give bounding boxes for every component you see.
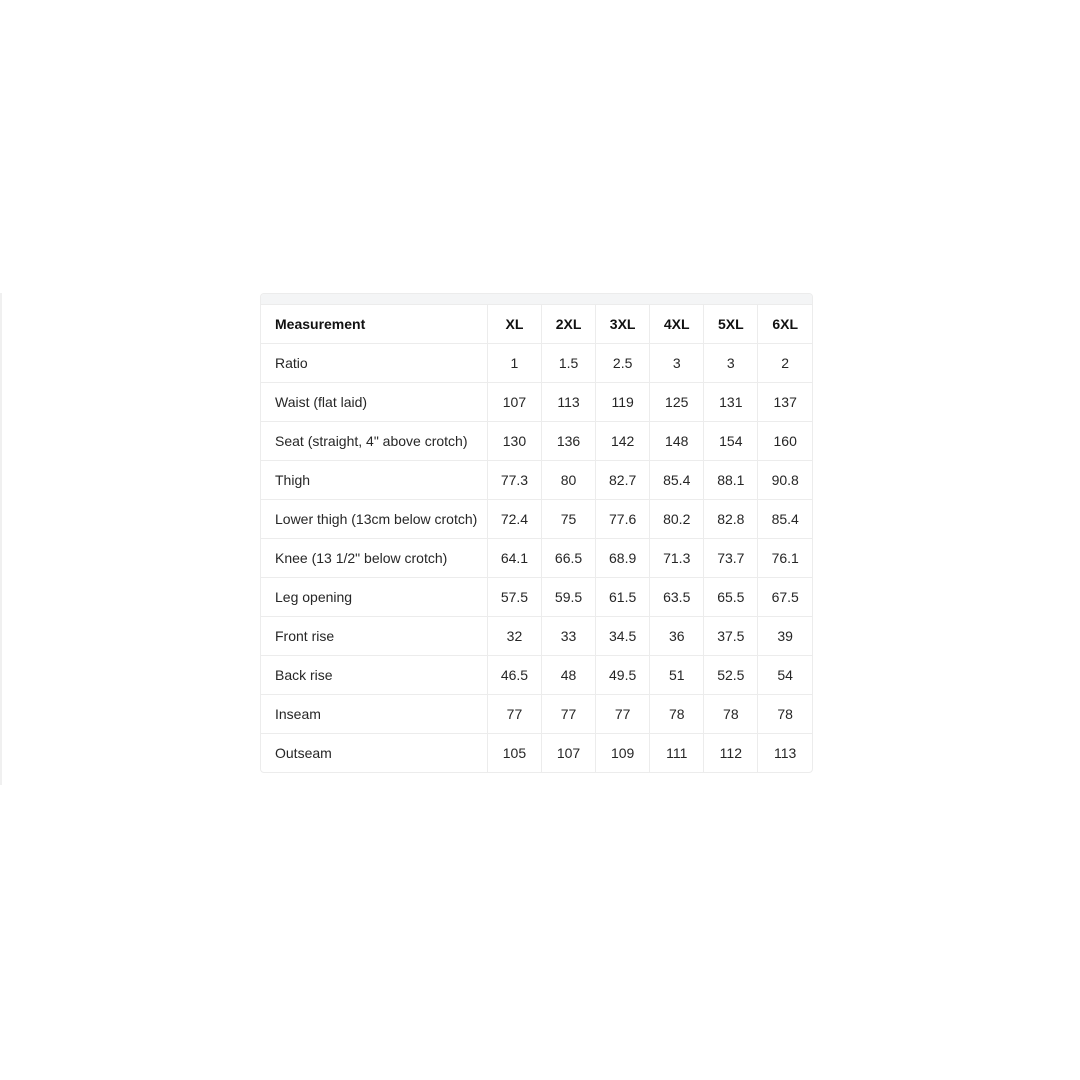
table-cell: 82.7 <box>596 461 650 500</box>
table-cell: 77.3 <box>487 461 541 500</box>
table-cell: 66.5 <box>542 539 596 578</box>
table-cell: 34.5 <box>596 617 650 656</box>
table-cell: 63.5 <box>650 578 704 617</box>
table-cell: 80 <box>542 461 596 500</box>
table-cell: 64.1 <box>487 539 541 578</box>
table-cell: 49.5 <box>596 656 650 695</box>
row-label: Thigh <box>261 461 487 500</box>
table-cell: 71.3 <box>650 539 704 578</box>
size-chart-table <box>261 305 812 772</box>
row-label: Knee (13 1/2" below crotch) <box>261 539 487 578</box>
table-cell: 1.5 <box>542 344 596 383</box>
table-cell: 46.5 <box>487 656 541 695</box>
table-cell: 52.5 <box>704 656 758 695</box>
table-cell: 80.2 <box>650 500 704 539</box>
header-size-4xl: 4XL <box>650 305 704 344</box>
table-cell: 77 <box>596 695 650 734</box>
table-cell: 61.5 <box>596 578 650 617</box>
table-cell: 107 <box>487 383 541 422</box>
table-cell: 33 <box>542 617 596 656</box>
table-cell: 72.4 <box>487 500 541 539</box>
table-cell: 113 <box>758 734 812 773</box>
table-row <box>261 734 812 773</box>
table-cell: 85.4 <box>650 461 704 500</box>
table-cell: 136 <box>542 422 596 461</box>
left-edge-divider <box>0 293 2 785</box>
table-cell: 57.5 <box>487 578 541 617</box>
table-cell: 137 <box>758 383 812 422</box>
table-cell: 85.4 <box>758 500 812 539</box>
table-cell: 142 <box>596 422 650 461</box>
row-label: Outseam <box>275 745 332 761</box>
table-row <box>261 617 812 656</box>
row-label: Waist (flat laid) <box>261 383 487 422</box>
table-cell: 105 <box>487 734 541 773</box>
table-cell: 39 <box>758 617 812 656</box>
table-cell: 112 <box>704 734 758 773</box>
table-row <box>261 578 812 617</box>
table-row <box>261 539 812 578</box>
table-row <box>261 695 812 734</box>
table-cell: 1 <box>487 344 541 383</box>
row-label: Inseam <box>261 695 487 734</box>
table-row <box>261 344 812 383</box>
header-size-2xl: 2XL <box>542 305 596 344</box>
table-cell: 130 <box>487 422 541 461</box>
table-cell: 107 <box>542 734 596 773</box>
table-row <box>261 422 812 461</box>
table-cell: 76.1 <box>758 539 812 578</box>
row-label: Ratio <box>261 344 487 383</box>
table-row <box>261 656 812 695</box>
table-cell: 3 <box>704 344 758 383</box>
table-cell: 78 <box>704 695 758 734</box>
table-row <box>261 500 812 539</box>
table-cell: 90.8 <box>758 461 812 500</box>
header-size-5xl: 5XL <box>704 305 758 344</box>
table-cell: 77 <box>542 695 596 734</box>
table-cell: 109 <box>596 734 650 773</box>
table-row <box>261 383 812 422</box>
table-cell: 77 <box>487 695 541 734</box>
header-size-6xl: 6XL <box>758 305 812 344</box>
table-cell: 119 <box>596 383 650 422</box>
table-cell: 59.5 <box>542 578 596 617</box>
table-cell: 73.7 <box>704 539 758 578</box>
table-cell: 78 <box>650 695 704 734</box>
table-cell: 65.5 <box>704 578 758 617</box>
row-label: Seat (straight, 4" above crotch) <box>261 422 487 461</box>
table-cell: 78 <box>758 695 812 734</box>
table-row <box>261 461 812 500</box>
table-cell: 154 <box>704 422 758 461</box>
row-label: Front rise <box>261 617 487 656</box>
header-size-3xl: 3XL <box>596 305 650 344</box>
table-cell: 75 <box>542 500 596 539</box>
table-cell: 125 <box>650 383 704 422</box>
table-cell: 131 <box>704 383 758 422</box>
size-chart-table-container <box>260 293 813 773</box>
table-header-row <box>261 305 812 344</box>
header-measurement: Measurement <box>261 305 487 344</box>
table-cell: 88.1 <box>704 461 758 500</box>
table-cell: 3 <box>650 344 704 383</box>
table-cell: 77.6 <box>596 500 650 539</box>
row-label: Back rise <box>261 656 487 695</box>
table-cell: 160 <box>758 422 812 461</box>
table-cell: 48 <box>542 656 596 695</box>
table-cell: 2.5 <box>596 344 650 383</box>
header-size-xl: XL <box>487 305 541 344</box>
table-cell: 148 <box>650 422 704 461</box>
table-cell: 37.5 <box>704 617 758 656</box>
table-cell: 32 <box>487 617 541 656</box>
table-cell: 82.8 <box>704 500 758 539</box>
table-cell: 111 <box>650 734 704 773</box>
table-cell: 54 <box>758 656 812 695</box>
table-cell: 68.9 <box>596 539 650 578</box>
table-cell: 51 <box>650 656 704 695</box>
table-top-strip <box>261 294 812 305</box>
row-label: Lower thigh (13cm below crotch) <box>261 500 487 539</box>
table-cell: 36 <box>650 617 704 656</box>
table-cell: 67.5 <box>758 578 812 617</box>
row-label: Leg opening <box>261 578 487 617</box>
table-cell: 113 <box>542 383 596 422</box>
table-cell: 2 <box>758 344 812 383</box>
table-body <box>261 344 812 773</box>
